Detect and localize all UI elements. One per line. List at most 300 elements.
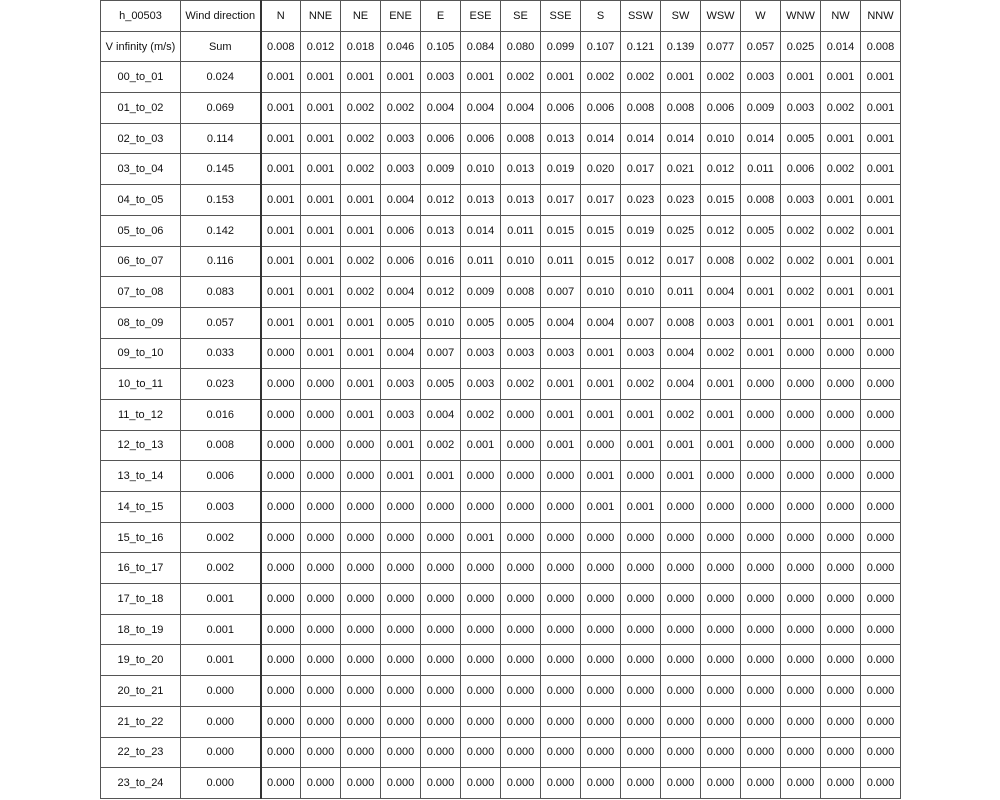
frequency-cell: 0.001 [821, 246, 861, 277]
frequency-cell: 0.014 [661, 123, 701, 154]
frequency-cell: 0.015 [581, 246, 621, 277]
frequency-cell: 0.008 [661, 93, 701, 124]
frequency-cell: 0.001 [861, 154, 901, 185]
speed-bin-label: 21_to_22 [101, 706, 181, 737]
row-sum-cell: 0.116 [181, 246, 261, 277]
wind-frequency-table [100, 0, 901, 799]
direction-sum-cell: 0.057 [741, 31, 781, 62]
frequency-cell: 0.000 [741, 584, 781, 615]
frequency-cell: 0.001 [261, 154, 301, 185]
frequency-cell: 0.000 [701, 706, 741, 737]
row-sum-cell: 0.023 [181, 369, 261, 400]
frequency-cell: 0.000 [501, 737, 541, 768]
frequency-cell: 0.000 [861, 737, 901, 768]
frequency-cell: 0.001 [261, 246, 301, 277]
frequency-cell: 0.006 [461, 123, 501, 154]
table-row [101, 185, 901, 216]
table-row [101, 399, 901, 430]
frequency-cell: 0.003 [621, 338, 661, 369]
table-row [101, 522, 901, 553]
table-row [101, 338, 901, 369]
frequency-cell: 0.000 [661, 584, 701, 615]
direction-sum-cell: 0.008 [861, 31, 901, 62]
frequency-cell: 0.003 [781, 185, 821, 216]
sum-row [101, 31, 901, 62]
frequency-cell: 0.001 [861, 307, 901, 338]
frequency-cell: 0.000 [421, 614, 461, 645]
frequency-cell: 0.000 [461, 614, 501, 645]
table-row [101, 369, 901, 400]
frequency-cell: 0.001 [301, 246, 341, 277]
row-sum-cell: 0.069 [181, 93, 261, 124]
frequency-cell: 0.006 [701, 93, 741, 124]
frequency-cell: 0.002 [781, 277, 821, 308]
frequency-cell: 0.000 [301, 553, 341, 584]
frequency-cell: 0.011 [741, 154, 781, 185]
direction-sum-cell: 0.025 [781, 31, 821, 62]
direction-sum-cell: 0.099 [541, 31, 581, 62]
frequency-cell: 0.001 [661, 430, 701, 461]
row-sum-cell: 0.024 [181, 62, 261, 93]
frequency-cell: 0.000 [421, 676, 461, 707]
frequency-cell: 0.000 [781, 492, 821, 523]
frequency-cell: 0.003 [381, 369, 421, 400]
frequency-cell: 0.000 [301, 492, 341, 523]
frequency-cell: 0.000 [501, 645, 541, 676]
frequency-cell: 0.010 [501, 246, 541, 277]
frequency-cell: 0.000 [261, 553, 301, 584]
frequency-cell: 0.000 [341, 584, 381, 615]
direction-header-wnw: WNW [781, 1, 821, 32]
frequency-cell: 0.001 [861, 123, 901, 154]
frequency-cell: 0.000 [781, 399, 821, 430]
frequency-cell: 0.001 [341, 185, 381, 216]
frequency-cell: 0.004 [661, 338, 701, 369]
frequency-cell: 0.021 [661, 154, 701, 185]
frequency-cell: 0.001 [541, 399, 581, 430]
frequency-cell: 0.001 [461, 522, 501, 553]
frequency-cell: 0.010 [421, 307, 461, 338]
direction-header-wsw: WSW [701, 1, 741, 32]
frequency-cell: 0.002 [821, 154, 861, 185]
speed-bin-label: 20_to_21 [101, 676, 181, 707]
frequency-cell: 0.001 [301, 93, 341, 124]
frequency-cell: 0.000 [261, 430, 301, 461]
row-sum-cell: 0.016 [181, 399, 261, 430]
frequency-cell: 0.000 [861, 399, 901, 430]
frequency-cell: 0.015 [541, 215, 581, 246]
frequency-cell: 0.001 [341, 215, 381, 246]
frequency-cell: 0.001 [701, 399, 741, 430]
frequency-cell: 0.000 [301, 768, 341, 799]
frequency-cell: 0.000 [261, 369, 301, 400]
speed-bin-label: 13_to_14 [101, 461, 181, 492]
table-row [101, 737, 901, 768]
frequency-cell: 0.000 [461, 492, 501, 523]
frequency-cell: 0.000 [301, 430, 341, 461]
frequency-cell: 0.006 [581, 93, 621, 124]
frequency-cell: 0.000 [581, 430, 621, 461]
frequency-cell: 0.000 [421, 768, 461, 799]
row-sum-cell: 0.000 [181, 768, 261, 799]
frequency-cell: 0.012 [701, 154, 741, 185]
frequency-cell: 0.000 [781, 369, 821, 400]
frequency-cell: 0.002 [701, 62, 741, 93]
frequency-cell: 0.001 [261, 185, 301, 216]
frequency-cell: 0.000 [741, 645, 781, 676]
row-sum-cell: 0.033 [181, 338, 261, 369]
frequency-cell: 0.009 [741, 93, 781, 124]
direction-header-ene: ENE [381, 1, 421, 32]
frequency-cell: 0.000 [541, 737, 581, 768]
frequency-cell: 0.002 [821, 93, 861, 124]
frequency-cell: 0.001 [301, 215, 341, 246]
frequency-cell: 0.004 [421, 399, 461, 430]
frequency-cell: 0.000 [381, 584, 421, 615]
frequency-cell: 0.000 [701, 768, 741, 799]
frequency-cell: 0.002 [781, 215, 821, 246]
table-row [101, 614, 901, 645]
frequency-cell: 0.003 [741, 62, 781, 93]
frequency-cell: 0.002 [341, 154, 381, 185]
frequency-cell: 0.001 [301, 62, 341, 93]
frequency-cell: 0.000 [381, 706, 421, 737]
frequency-cell: 0.001 [781, 307, 821, 338]
frequency-cell: 0.000 [821, 706, 861, 737]
frequency-cell: 0.003 [541, 338, 581, 369]
frequency-cell: 0.000 [821, 676, 861, 707]
frequency-cell: 0.001 [581, 369, 621, 400]
frequency-cell: 0.013 [501, 185, 541, 216]
frequency-cell: 0.000 [381, 492, 421, 523]
frequency-cell: 0.001 [621, 492, 661, 523]
frequency-cell: 0.002 [581, 62, 621, 93]
speed-bin-label: 04_to_05 [101, 185, 181, 216]
frequency-cell: 0.000 [461, 768, 501, 799]
frequency-cell: 0.000 [781, 645, 821, 676]
frequency-cell: 0.013 [541, 123, 581, 154]
direction-header-s: S [581, 1, 621, 32]
frequency-cell: 0.010 [621, 277, 661, 308]
frequency-cell: 0.008 [621, 93, 661, 124]
direction-header-ne: NE [341, 1, 381, 32]
frequency-cell: 0.000 [741, 614, 781, 645]
table-row [101, 430, 901, 461]
direction-sum-cell: 0.077 [701, 31, 741, 62]
frequency-cell: 0.012 [421, 277, 461, 308]
frequency-cell: 0.000 [781, 737, 821, 768]
speed-label: V infinity (m/s) [101, 31, 181, 62]
frequency-cell: 0.001 [861, 93, 901, 124]
frequency-cell: 0.002 [461, 399, 501, 430]
frequency-cell: 0.000 [661, 522, 701, 553]
frequency-cell: 0.002 [381, 93, 421, 124]
table-row [101, 93, 901, 124]
table-row [101, 62, 901, 93]
frequency-cell: 0.001 [261, 277, 301, 308]
frequency-cell: 0.000 [261, 522, 301, 553]
frequency-cell: 0.000 [461, 737, 501, 768]
frequency-cell: 0.004 [701, 277, 741, 308]
row-sum-cell: 0.083 [181, 277, 261, 308]
frequency-cell: 0.000 [501, 676, 541, 707]
row-sum-cell: 0.000 [181, 706, 261, 737]
table-row [101, 492, 901, 523]
direction-sum-cell: 0.121 [621, 31, 661, 62]
frequency-cell: 0.000 [621, 676, 661, 707]
frequency-cell: 0.000 [701, 461, 741, 492]
row-sum-cell: 0.006 [181, 461, 261, 492]
frequency-cell: 0.010 [461, 154, 501, 185]
frequency-cell: 0.000 [701, 584, 741, 615]
frequency-cell: 0.001 [381, 430, 421, 461]
frequency-cell: 0.019 [541, 154, 581, 185]
frequency-cell: 0.012 [421, 185, 461, 216]
frequency-cell: 0.000 [621, 737, 661, 768]
frequency-cell: 0.002 [741, 246, 781, 277]
header-row [101, 1, 901, 32]
frequency-cell: 0.001 [541, 369, 581, 400]
frequency-cell: 0.001 [821, 123, 861, 154]
frequency-cell: 0.002 [341, 277, 381, 308]
table-row [101, 461, 901, 492]
frequency-cell: 0.002 [341, 123, 381, 154]
frequency-cell: 0.010 [581, 277, 621, 308]
frequency-cell: 0.000 [381, 768, 421, 799]
frequency-cell: 0.000 [741, 768, 781, 799]
frequency-cell: 0.000 [381, 522, 421, 553]
direction-header-nnw: NNW [861, 1, 901, 32]
frequency-cell: 0.000 [261, 338, 301, 369]
frequency-cell: 0.000 [501, 522, 541, 553]
frequency-cell: 0.003 [421, 62, 461, 93]
frequency-cell: 0.000 [421, 522, 461, 553]
frequency-cell: 0.000 [461, 584, 501, 615]
frequency-cell: 0.000 [501, 706, 541, 737]
frequency-cell: 0.000 [501, 584, 541, 615]
direction-header-nne: NNE [301, 1, 341, 32]
frequency-cell: 0.001 [861, 277, 901, 308]
speed-bin-label: 02_to_03 [101, 123, 181, 154]
frequency-cell: 0.000 [781, 614, 821, 645]
frequency-cell: 0.000 [861, 706, 901, 737]
frequency-cell: 0.014 [581, 123, 621, 154]
frequency-cell: 0.000 [821, 369, 861, 400]
frequency-cell: 0.001 [461, 62, 501, 93]
frequency-cell: 0.000 [501, 430, 541, 461]
frequency-cell: 0.000 [821, 522, 861, 553]
direction-header-n: N [261, 1, 301, 32]
frequency-cell: 0.001 [581, 399, 621, 430]
frequency-cell: 0.000 [781, 584, 821, 615]
frequency-cell: 0.017 [661, 246, 701, 277]
frequency-cell: 0.006 [541, 93, 581, 124]
frequency-cell: 0.004 [381, 185, 421, 216]
frequency-cell: 0.000 [541, 645, 581, 676]
frequency-cell: 0.001 [861, 215, 901, 246]
frequency-cell: 0.019 [621, 215, 661, 246]
table-row [101, 553, 901, 584]
frequency-cell: 0.004 [381, 277, 421, 308]
frequency-cell: 0.001 [661, 62, 701, 93]
frequency-cell: 0.003 [701, 307, 741, 338]
frequency-cell: 0.005 [781, 123, 821, 154]
frequency-cell: 0.013 [421, 215, 461, 246]
frequency-cell: 0.001 [781, 62, 821, 93]
speed-bin-label: 16_to_17 [101, 553, 181, 584]
frequency-cell: 0.001 [541, 62, 581, 93]
frequency-cell: 0.000 [781, 430, 821, 461]
frequency-cell: 0.000 [301, 645, 341, 676]
frequency-cell: 0.001 [741, 307, 781, 338]
frequency-cell: 0.000 [821, 492, 861, 523]
speed-bin-label: 03_to_04 [101, 154, 181, 185]
frequency-cell: 0.000 [741, 369, 781, 400]
frequency-cell: 0.000 [861, 614, 901, 645]
frequency-cell: 0.005 [741, 215, 781, 246]
frequency-cell: 0.008 [501, 123, 541, 154]
frequency-cell: 0.004 [661, 369, 701, 400]
frequency-cell: 0.000 [861, 369, 901, 400]
frequency-cell: 0.000 [781, 522, 821, 553]
frequency-cell: 0.000 [621, 553, 661, 584]
frequency-cell: 0.001 [381, 461, 421, 492]
frequency-cell: 0.000 [261, 461, 301, 492]
speed-bin-label: 22_to_23 [101, 737, 181, 768]
frequency-cell: 0.007 [541, 277, 581, 308]
table-row [101, 676, 901, 707]
direction-header: Wind direction [181, 1, 261, 32]
frequency-cell: 0.000 [781, 338, 821, 369]
frequency-cell: 0.003 [381, 123, 421, 154]
direction-sum-cell: 0.046 [381, 31, 421, 62]
speed-bin-label: 10_to_11 [101, 369, 181, 400]
table-row [101, 277, 901, 308]
frequency-cell: 0.004 [421, 93, 461, 124]
frequency-cell: 0.001 [541, 430, 581, 461]
frequency-cell: 0.001 [421, 461, 461, 492]
direction-sum-cell: 0.012 [301, 31, 341, 62]
frequency-cell: 0.000 [301, 522, 341, 553]
frequency-cell: 0.001 [581, 338, 621, 369]
frequency-cell: 0.000 [341, 430, 381, 461]
direction-header-nw: NW [821, 1, 861, 32]
frequency-cell: 0.017 [581, 185, 621, 216]
frequency-cell: 0.002 [621, 62, 661, 93]
frequency-cell: 0.004 [581, 307, 621, 338]
frequency-cell: 0.000 [821, 461, 861, 492]
frequency-cell: 0.000 [301, 584, 341, 615]
frequency-cell: 0.000 [661, 706, 701, 737]
direction-sum-cell: 0.107 [581, 31, 621, 62]
row-sum-cell: 0.001 [181, 645, 261, 676]
speed-bin-label: 12_to_13 [101, 430, 181, 461]
frequency-cell: 0.000 [381, 676, 421, 707]
frequency-cell: 0.000 [341, 553, 381, 584]
frequency-cell: 0.000 [861, 492, 901, 523]
frequency-cell: 0.000 [341, 676, 381, 707]
frequency-cell: 0.006 [381, 246, 421, 277]
frequency-cell: 0.000 [861, 430, 901, 461]
frequency-cell: 0.000 [661, 614, 701, 645]
direction-sum-cell: 0.105 [421, 31, 461, 62]
frequency-cell: 0.000 [261, 737, 301, 768]
frequency-cell: 0.003 [461, 338, 501, 369]
frequency-cell: 0.000 [621, 645, 661, 676]
frequency-cell: 0.000 [541, 614, 581, 645]
frequency-cell: 0.000 [821, 645, 861, 676]
frequency-cell: 0.000 [661, 645, 701, 676]
frequency-cell: 0.001 [741, 338, 781, 369]
frequency-cell: 0.000 [541, 706, 581, 737]
frequency-cell: 0.000 [541, 584, 581, 615]
frequency-cell: 0.000 [861, 584, 901, 615]
table-row [101, 123, 901, 154]
frequency-cell: 0.002 [341, 93, 381, 124]
frequency-cell: 0.001 [261, 62, 301, 93]
table-row [101, 307, 901, 338]
direction-header-ssw: SSW [621, 1, 661, 32]
frequency-cell: 0.014 [741, 123, 781, 154]
frequency-cell: 0.000 [381, 553, 421, 584]
frequency-cell: 0.001 [821, 62, 861, 93]
speed-bin-label: 01_to_02 [101, 93, 181, 124]
frequency-cell: 0.001 [341, 399, 381, 430]
frequency-cell: 0.000 [701, 492, 741, 523]
row-sum-cell: 0.003 [181, 492, 261, 523]
frequency-cell: 0.000 [861, 645, 901, 676]
frequency-cell: 0.004 [381, 338, 421, 369]
frequency-cell: 0.000 [581, 522, 621, 553]
frequency-cell: 0.000 [661, 737, 701, 768]
direction-sum-cell: 0.139 [661, 31, 701, 62]
frequency-cell: 0.000 [461, 706, 501, 737]
direction-header-sw: SW [661, 1, 701, 32]
frequency-cell: 0.000 [461, 461, 501, 492]
direction-sum-cell: 0.014 [821, 31, 861, 62]
frequency-cell: 0.000 [541, 522, 581, 553]
frequency-cell: 0.001 [861, 246, 901, 277]
frequency-cell: 0.000 [821, 737, 861, 768]
frequency-cell: 0.004 [501, 93, 541, 124]
frequency-cell: 0.001 [381, 62, 421, 93]
frequency-cell: 0.000 [421, 492, 461, 523]
frequency-cell: 0.011 [541, 246, 581, 277]
frequency-cell: 0.000 [581, 737, 621, 768]
row-sum-cell: 0.000 [181, 737, 261, 768]
frequency-cell: 0.000 [581, 584, 621, 615]
frequency-cell: 0.002 [501, 369, 541, 400]
direction-header-e: E [421, 1, 461, 32]
row-sum-cell: 0.008 [181, 430, 261, 461]
frequency-cell: 0.000 [341, 522, 381, 553]
frequency-cell: 0.008 [741, 185, 781, 216]
frequency-cell: 0.003 [781, 93, 821, 124]
frequency-cell: 0.008 [661, 307, 701, 338]
frequency-cell: 0.001 [581, 492, 621, 523]
frequency-cell: 0.000 [581, 676, 621, 707]
speed-bin-label: 17_to_18 [101, 584, 181, 615]
row-sum-cell: 0.153 [181, 185, 261, 216]
frequency-cell: 0.001 [341, 369, 381, 400]
direction-sum-cell: 0.084 [461, 31, 501, 62]
frequency-cell: 0.008 [501, 277, 541, 308]
frequency-cell: 0.001 [261, 215, 301, 246]
table-row [101, 584, 901, 615]
frequency-cell: 0.015 [581, 215, 621, 246]
frequency-cell: 0.025 [661, 215, 701, 246]
row-sum-cell: 0.002 [181, 522, 261, 553]
